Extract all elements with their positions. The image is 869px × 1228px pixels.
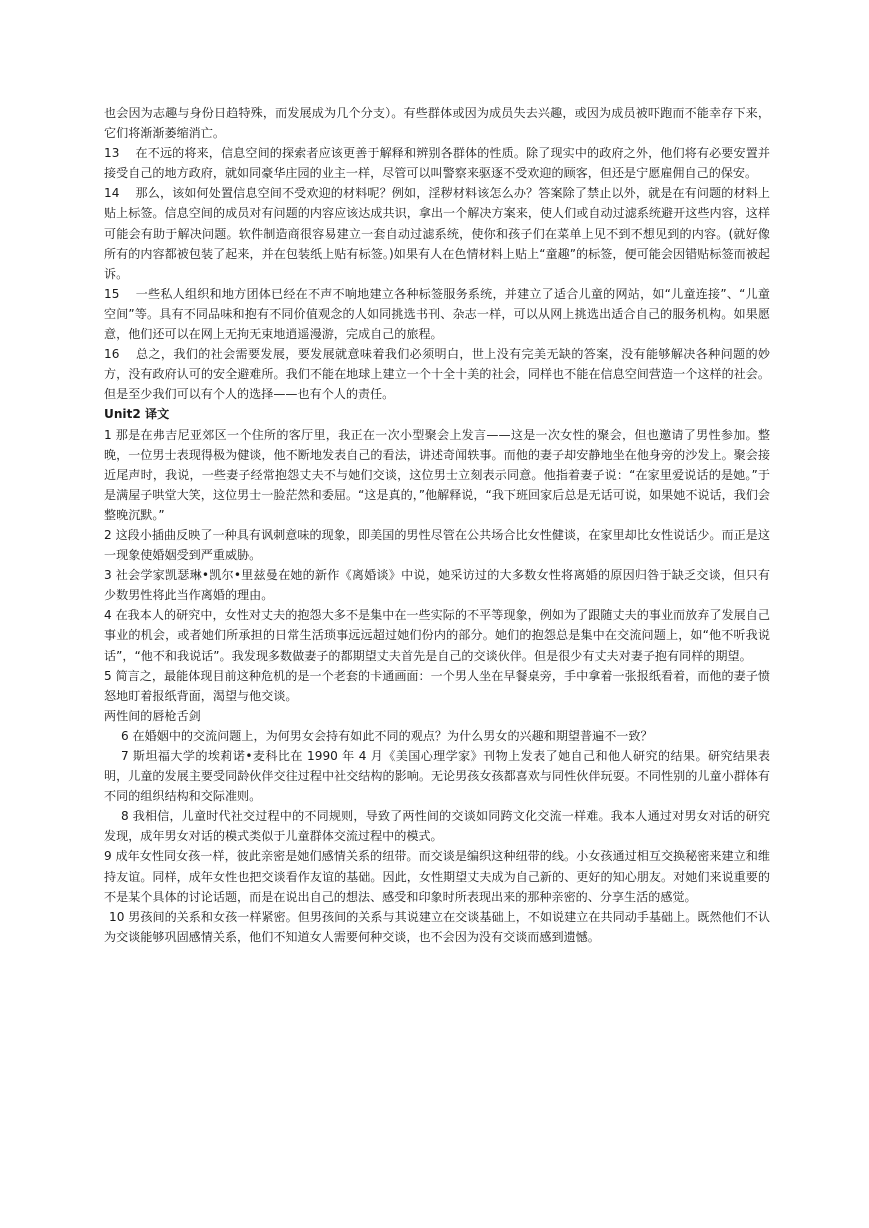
unit-paragraph-4: 4 在我本人的研究中，女性对丈夫的抱怨大多不是集中在一些实际的不平等现象，例如为了跟随丈夫的事业而放弃了发展自己事业的机会，或者她们所承担的日常生活琐事远远超过她们份内的部分。她们的抱怨总是集中在交流问题上，如“他不听我说话”，“他不和我说话”。我发现多数做妻子的都期望丈夫首先是自己的交谈伙伴。但是很少有丈夫对妻子抱有同样的期望。: [104, 608, 770, 663]
section-paragraph-8: 8 我相信，儿童时代社交过程中的不同规则，导致了两性间的交谈如同跨文化交流一样难。我本人通过对男女对话的研究发现，成年男女对话的模式类似于儿童群体交流过程中的模式。: [104, 809, 770, 844]
section-paragraph-9: 9 成年女性同女孩一样，彼此亲密是她们感情关系的纽带。而交谈是编织这种纽带的线。小女孩通过相互交换秘密来建立和维持友谊。同样，成年女性也把交谈看作友谊的基础。因此，女性期望丈夫成为自己新的、更好的知心朋友。对她们来说重要的不是某个具体的讨论话题，而是在说出自己的想法、感受和印象时所表现出来的那种亲密的、分享生活的感觉。: [104, 849, 770, 904]
unit-paragraph-5: 5 简言之，最能体现目前这种危机的是一个老套的卡通画面：一个男人坐在早餐桌旁，手中拿着一张报纸看着，而他的妻子愤怒地盯着报纸背面，渴望与他交谈。: [104, 668, 770, 703]
unit-heading: Unit2 译文: [104, 407, 170, 422]
section-title: 两性间的唇枪舌剑: [104, 708, 201, 723]
section-paragraph-7: 7 斯坦福大学的埃莉诺•麦科比在 1990 年 4 月《美国心理学家》刊物上发表了她自己和他人研究的结果。研究结果表明，儿童的发展主要受同龄伙伴交往过程中社交结构的影响。无论男孩女孩都喜欢与同性伙伴玩耍。不同性别的儿童小群体有不同的组织结构和交际准则。: [104, 749, 770, 804]
paragraph-14: 14 那么，该如何处置信息空间不受欢迎的材料呢？例如，淫秽材料该怎么办？答案除了禁止以外，就是在有问题的材料上贴上标签。信息空间的成员对有问题的内容应该达成共识，拿出一个解决方案来，使人们或自动过滤系统避开这些内容，这样可能会有助于解决问题。软件制造商很容易建立一套自动过滤系统，使你和孩子们在菜单上见不到不想见到的内容。(就好像所有的内容都被包装了起来，并在包装纸上贴有标签。)如果有人在色情材料上贴上“童趣”的标签，便可能会因错贴标签而被起诉。: [104, 186, 770, 281]
paragraph-continued: 也会因为志趣与身份日趋特殊，而发展成为几个分支）。有些群体或因为成员失去兴趣，或因为成员被吓跑而不能幸存下来，它们将渐渐萎缩消亡。: [104, 106, 770, 141]
unit-paragraph-2: 2 这段小插曲反映了一种具有讽刺意味的现象，即美国的男性尽管在公共场合比女性健谈，在家里却比女性说话少。而正是这一现象使婚姻受到严重威胁。: [104, 527, 770, 563]
document-body: [104, 103, 770, 947]
paragraph-16: 16 总之，我们的社会需要发展，要发展就意味着我们必须明白，世上没有完美无缺的答案，没有能够解决各种问题的妙方，没有政府认可的安全避难所。我们不能在地球上建立一个十全十美的社会，同样也不能在信息空间营造一个这样的社会。但是至少我们可以有个人的选择——也有个人的责任。: [104, 347, 770, 402]
unit-paragraph-1: 1 那是在弗吉尼亚郊区一个住所的客厅里，我正在一次小型聚会上发言——这是一次女性的聚会，但也邀请了男性参加。整晚，一位男士表现得极为健谈，他不断地发表自己的看法，讲述奇闻轶事。而他的妻子却安静地坐在他身旁的沙发上。聚会接近尾声时，我说，一些妻子经常抱怨丈夫不与她们交谈，这位男士立刻表示同意。他指着妻子说：“在家里爱说话的是她。”于是满屋子哄堂大笑，这位男士一脸茫然和委屈。“这是真的，”他解释说，“我下班回家后总是无话可说，如果她不说话，我们会整晚沉默。”: [104, 427, 770, 522]
unit-paragraph-3: 3 社会学家凯瑟琳•凯尔•里兹曼在她的新作《离婚谈》中说，她采访过的大多数女性将离婚的原因归咎于缺乏交谈，但只有少数男性将此当作离婚的理由。: [104, 568, 770, 603]
section-paragraph-6: 6 在婚姻中的交流问题上，为何男女会持有如此不同的观点？为什么男女的兴趣和期望普遍不一致？: [121, 728, 653, 743]
paragraph-13: 13 在不远的将来，信息空间的探索者应该更善于解释和辨别各群体的性质。除了现实中的政府之外，他们将有必要安置并接受自己的地方政府，就如同豪华庄园的业主一样，尽管可以叫警察来驱逐不受欢迎的顾客，但还是宁愿雇佣自己的保安。: [104, 146, 770, 181]
paragraph-15: 15 一些私人组织和地方团体已经在不声不响地建立各种标签服务系统，并建立了适合儿童的网站，如“儿童连接”、“儿童空间”等。具有不同品味和抱有不同价值观念的人如同挑选书刊、杂志一样，可以从网上挑选出适合自己的服务机构。如果愿意，他们还可以在网上无拘无束地逍遥漫游，完成自己的旅程。: [104, 286, 770, 342]
section-paragraph-10: 10 男孩间的关系和女孩一样紧密。但男孩间的关系与其说建立在交谈基础上，不如说建立在共同动手基础上。既然他们不认为交谈能够巩固感情关系，他们不知道女人需要何种交谈，也不会因为没有交谈而感到遗憾。: [104, 909, 770, 944]
